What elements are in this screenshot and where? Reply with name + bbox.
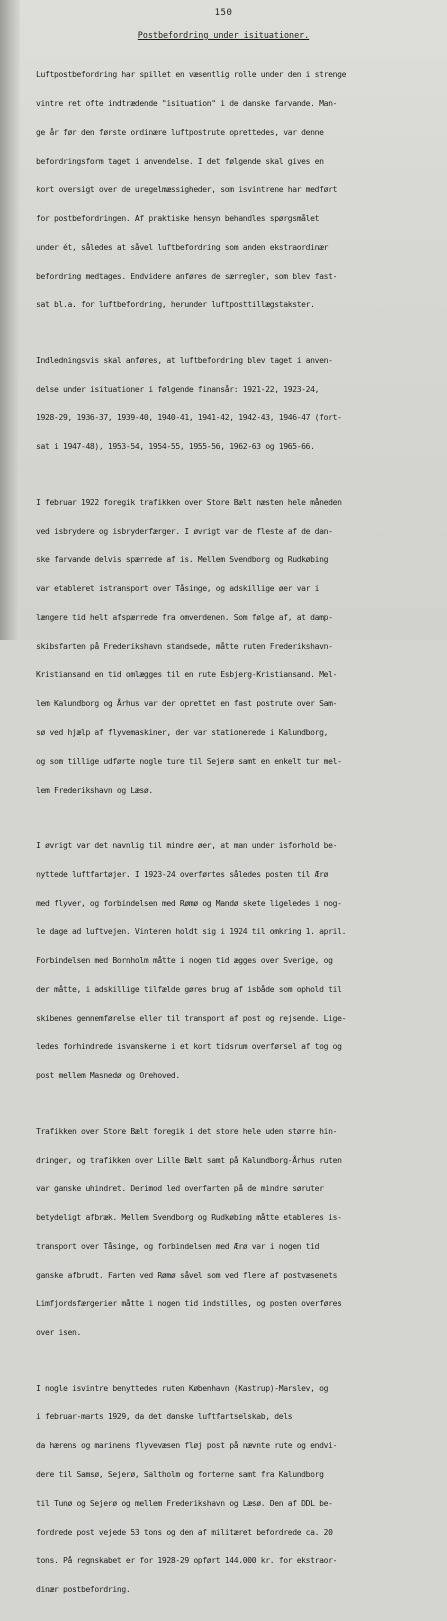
text-line: kort oversigt over de uregelmæssigheder, som isvintrene har medført bbox=[36, 185, 338, 195]
paragraph bbox=[36, 51, 428, 329]
text-line: befordringsform taget i anvendelse. I det følgende skal gives en bbox=[36, 156, 324, 166]
page-title: Postbefordring under isituationer. bbox=[137, 30, 310, 40]
text-line: over isen. bbox=[36, 1328, 81, 1338]
text-line: længere tid helt afspærrede fra omverdenen. Som følge af, at damp- bbox=[36, 612, 333, 622]
text-line: sat bl.a. for luftbefordring, herunder luftposttillægstakster. bbox=[36, 300, 315, 310]
text-line: delse under isituationer i følgende finansår: 1921-22, 1923-24, bbox=[36, 384, 320, 394]
text-line: vintre ret ofte indtrædende "isituation" i de danske farvande. Man- bbox=[36, 98, 338, 108]
text-line: dringer, og trafikken over Lille Bælt samt på Kalundborg-Århus ruten bbox=[36, 1155, 342, 1165]
text-line: I nogle isvintre benyttedes ruten København (Kastrup)-Marslev, og bbox=[36, 1383, 329, 1393]
text-line: ved isbrydere og isbryderfærger. I øvrigt var de fleste af de dan- bbox=[36, 526, 333, 536]
text-line: post mellem Masnedø og Orehoved. bbox=[36, 1071, 180, 1081]
text-line: I februar 1922 foregik trafikken over Store Bælt næsten hele måneden bbox=[36, 497, 342, 507]
text-line: le dage ad luftvejen. Vinteren holdt sig i 1924 til omkring 1. april. bbox=[36, 927, 347, 937]
text-line: med flyver, og forbindelsen med Rømø og Mandø skete ligeledes i nog- bbox=[36, 898, 342, 908]
text-line: ledes forhindrede isvanskerne i et kort tidsrum overførsel af tog og bbox=[36, 1042, 342, 1052]
text-line: Forbindelsen med Bornholm måtte i nogen tid ægges over Sverige, og bbox=[36, 956, 333, 966]
text-line: nyttede luftfartøjer. I 1923-24 overførtes således posten til Ærø bbox=[36, 869, 329, 879]
text-line: ganske afbrudt. Farten ved Rømø såvel som ved flere af postvæsenets bbox=[36, 1270, 338, 1280]
text-line: fordrede post vejede 53 tons og den af militæret befordrede ca. 20 bbox=[36, 1527, 333, 1537]
text-line: Trafikken over Store Bælt foregik i det store hele uden større hin- bbox=[36, 1126, 338, 1136]
page-binding-shadow bbox=[0, 0, 20, 640]
text-line: skibenes gennemførelse eller til transport af post og rejsende. Lige- bbox=[36, 1013, 347, 1023]
text-line: sø ved hjælp af flyvemaskiner, der var stationerede i Kalundborg, bbox=[36, 727, 329, 737]
text-line: tons. På regnskabet er for 1928-29 opført 144.000 kr. for ekstraor- bbox=[36, 1556, 338, 1566]
paragraph bbox=[36, 1364, 428, 1613]
text-line: Luftpostbefordring har spillet en væsentlig rolle under den i strenge bbox=[36, 70, 347, 80]
text-line: ske farvande delvis spærrede af is. Mellem Svendborg og Rudkøbing bbox=[36, 555, 329, 565]
text-line: ge år før den første ordinære luftpostrute oprettedes, var denne bbox=[36, 127, 324, 137]
text-line: sat i 1947-48), 1953-54, 1954-55, 1955-56, 1962-63 og 1965-66. bbox=[36, 442, 315, 452]
text-line: under ét, således at såvel luftbefordring som anden ekstraordinær bbox=[36, 242, 329, 252]
text-line: da hærens og marinens flyvevæsen fløj post på nævnte rute og endvi- bbox=[36, 1441, 338, 1451]
text-line: Limfjordsfærgerier måtte i nogen tid indstilles, og posten overføres bbox=[36, 1299, 342, 1309]
page-number: 150 bbox=[214, 8, 233, 18]
paragraph bbox=[36, 1108, 428, 1357]
text-line: betydeligt afbræk. Mellem Svendborg og Rudkøbing måtte etableres is- bbox=[36, 1213, 342, 1223]
text-line: der måtte, i adskillige tilfælde gøres brug af isbåde som ophold til bbox=[36, 984, 342, 994]
text-line: lem Frederikshavn og Læsø. bbox=[36, 785, 153, 795]
text-line: for postbefordringen. Af praktiske hensyn behandles spørgsmålet bbox=[36, 214, 320, 224]
text-line: var ganske uhindret. Derimod led overfarten på de mindre søruter bbox=[36, 1184, 324, 1194]
paragraph bbox=[36, 479, 428, 815]
text-line: lem Kalundborg og Århus var der oprettet en fast postrute over Sam- bbox=[36, 699, 338, 709]
text-line: til Tunø og Sejerø og mellem Frederikshavn og Læsø. Den af DDL be- bbox=[36, 1498, 333, 1508]
text-line: og som tillige udførte nogle ture til Sejerø samt en enkelt tur mel- bbox=[36, 756, 342, 766]
text-line: i februar-marts 1929, da det danske luftfartselskab, dels bbox=[36, 1412, 293, 1422]
text-line: dere til Samsø, Sejerø, Saltholm og forterne samt fra Kalundborg bbox=[36, 1470, 324, 1479]
text-line: dinær postbefordring. bbox=[36, 1585, 131, 1595]
text-line: skibsfarten på Frederikshavn standsede, måtte ruten Frederikshavn- bbox=[36, 641, 333, 651]
text-line: Indledningsvis skal anføres, at luftbefordring blev taget i anven- bbox=[36, 355, 333, 365]
paragraph bbox=[36, 822, 428, 1100]
paragraph bbox=[36, 337, 428, 471]
document-body bbox=[36, 51, 428, 1621]
text-line: befordring medtages. Endvidere anføres de særregler, som blev fast- bbox=[36, 271, 338, 281]
text-line: 1928-29, 1936-37, 1939-40, 1940-41, 1941-42, 1942-43, 1946-47 (fort- bbox=[36, 413, 342, 423]
text-line: Kristiansand en tid omlægges til en rute Esbjerg-Kristiansand. Mel- bbox=[36, 670, 338, 680]
text-line: var etableret istransport over Tåsinge, og adskillige øer var i bbox=[36, 584, 320, 594]
text-line: I øvrigt var det navnlig til mindre øer, at man under isforhold be- bbox=[36, 841, 338, 850]
text-line: transport over Tåsinge, og forbindelsen med Ærø var i nogen tid bbox=[36, 1241, 320, 1251]
